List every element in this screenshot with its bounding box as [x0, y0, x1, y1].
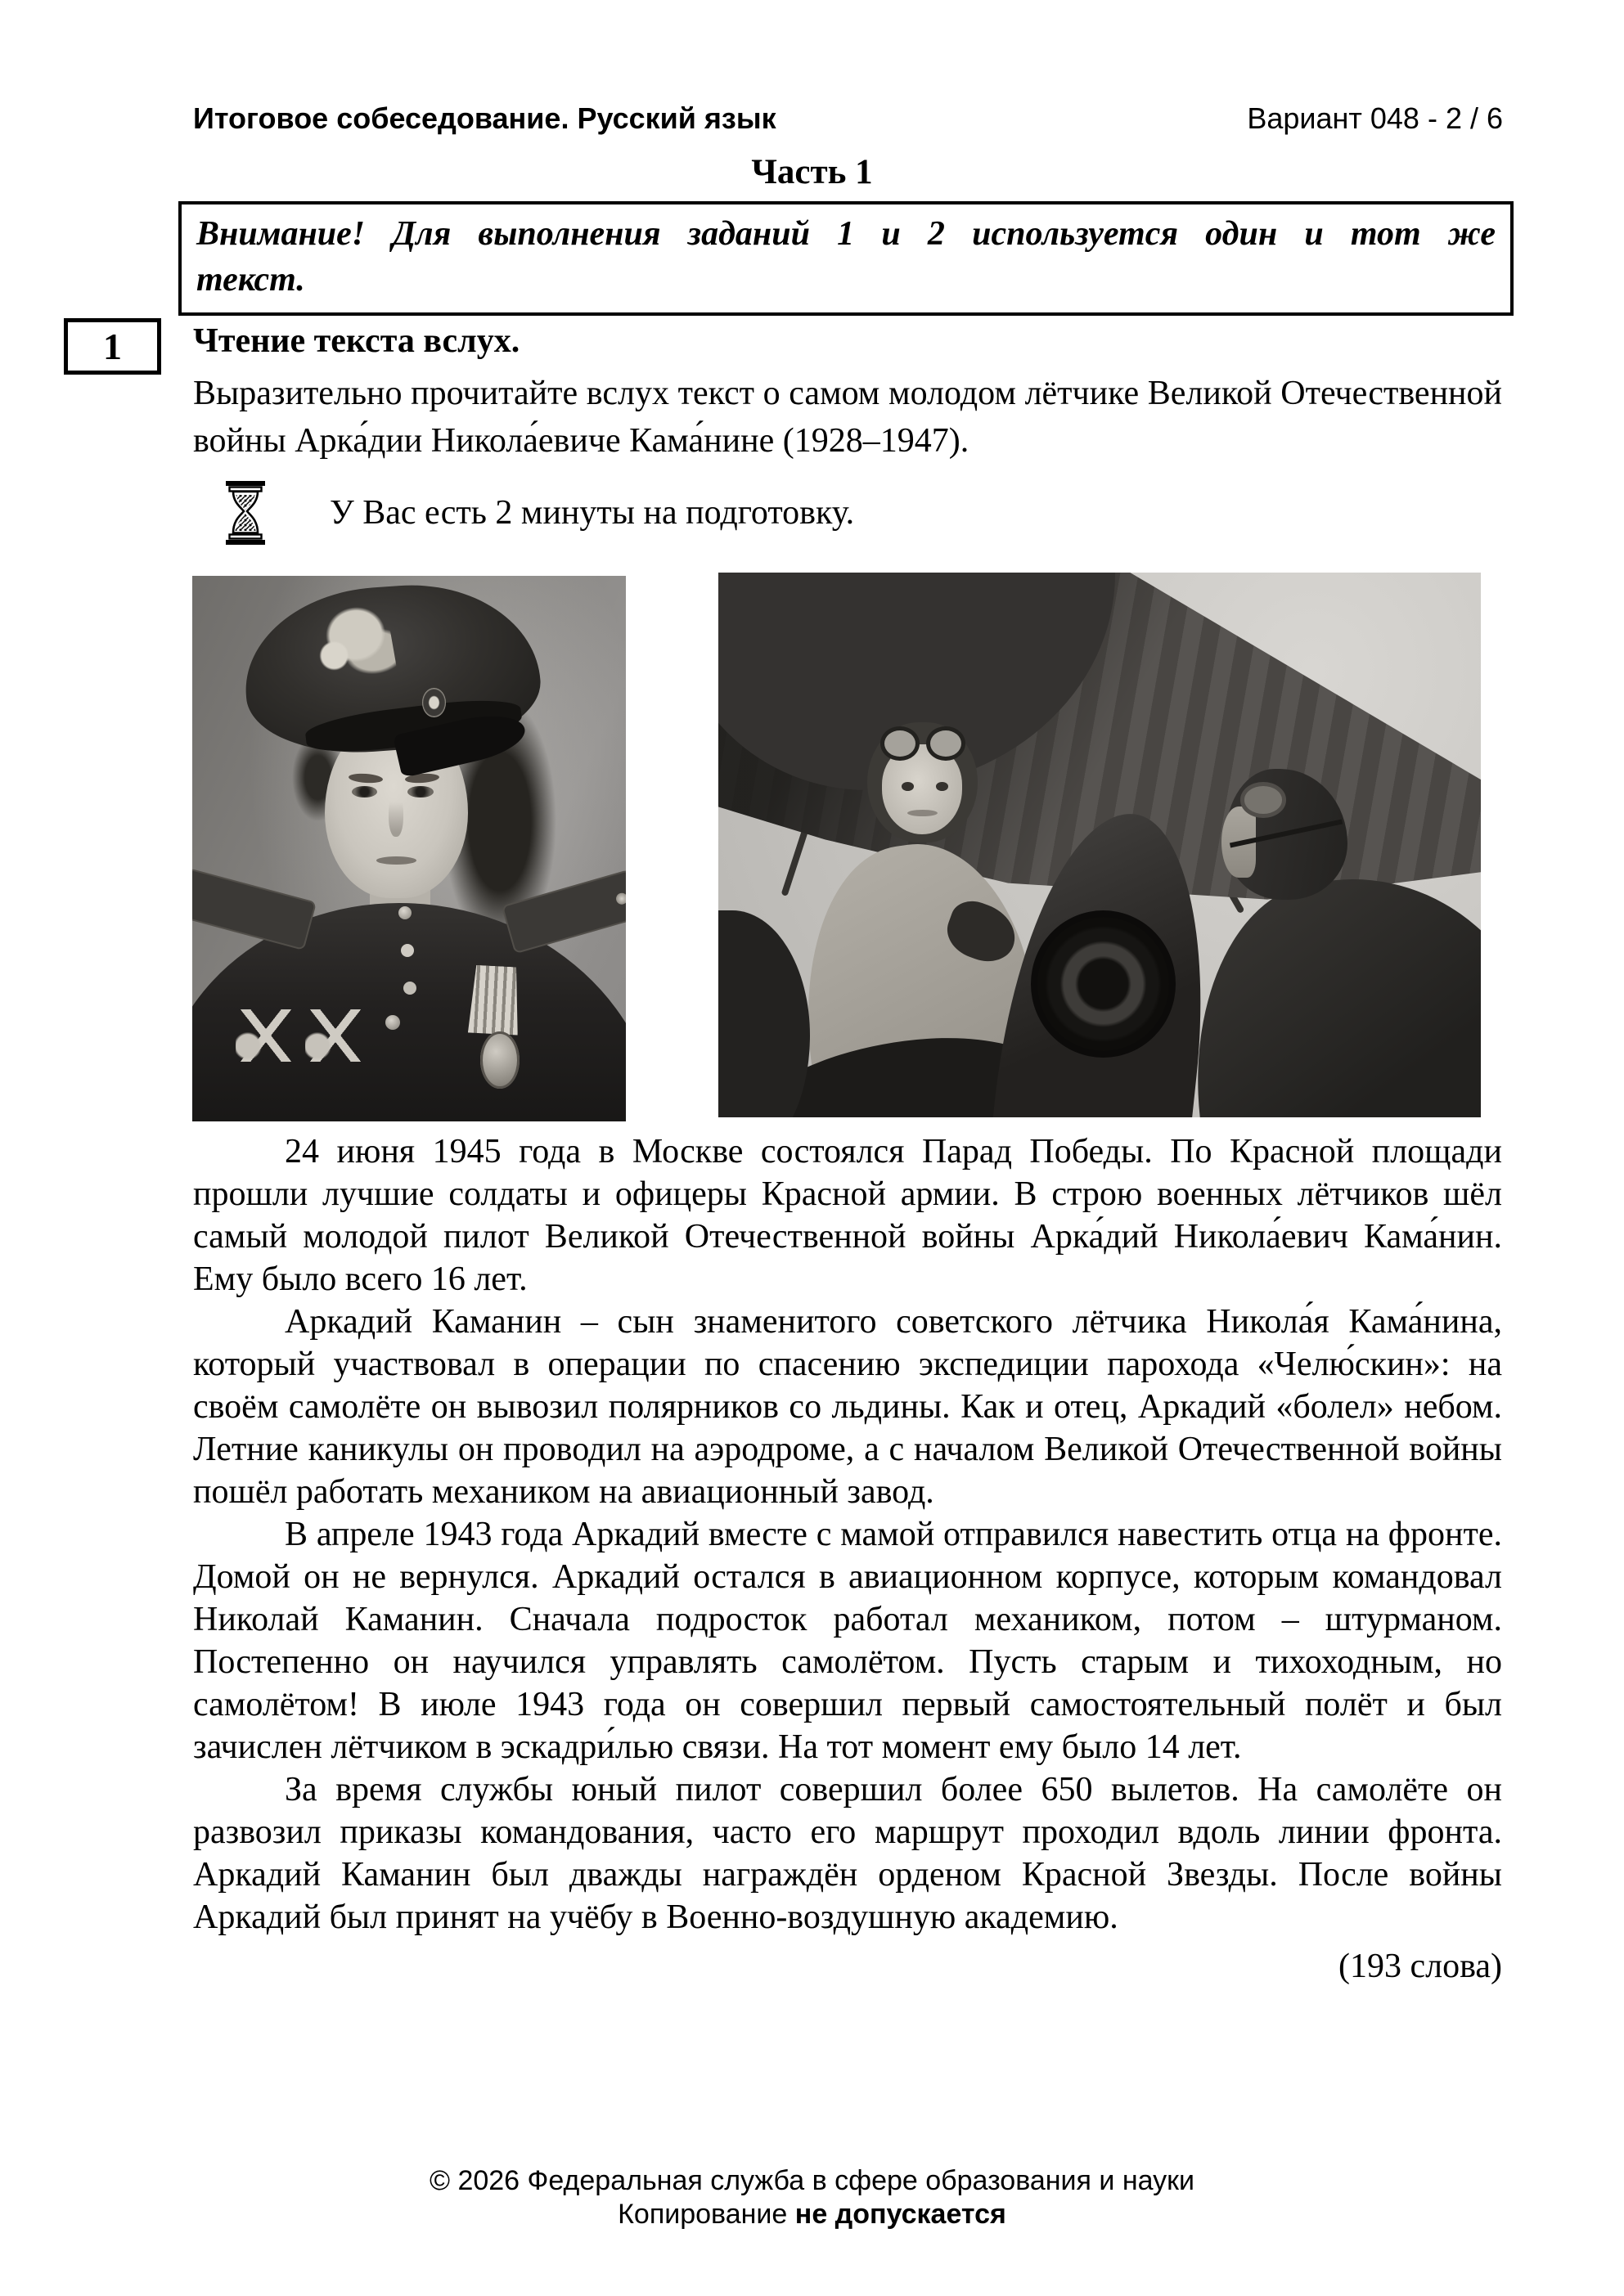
boy-pilot-eye: [936, 782, 948, 791]
hourglass-icon: [226, 481, 265, 545]
task-title: Чтение текста вслух.: [193, 322, 520, 360]
cockpit-wheel: [1031, 910, 1176, 1058]
copy-warning-regular: Копирование: [618, 2199, 788, 2230]
task-number-box: 1: [64, 318, 161, 375]
attention-text-line1: Внимание! Для выполнения заданий 1 и 2 используется один и тот же: [196, 215, 1496, 253]
page-footer: [0, 2164, 1624, 2231]
paragraph-2: Аркадий Каманин – сын знаменитого советского лётчика Никола́я Кама́нина, который участвовал в операции по спасению экспедиции парохода «Челю́скин»: на своём самолёте он вывозил полярников со льдины. Как и отец, Аркадий «болел» небом. Летние каникулы он проводил на аэродроме, а с началом Великой Отечественной войны пошёл работать механиком на авиационный завод.: [193, 1303, 1502, 1511]
copy-warning-bold: не допускается: [794, 2199, 1006, 2230]
boy-pilot-eye: [902, 782, 914, 791]
portrait-brow-left: [349, 772, 384, 784]
portrait-nose-shadow: [389, 793, 403, 837]
portrait-medal-disc: [480, 1031, 520, 1089]
timer-row: [226, 481, 854, 545]
task-body: [193, 321, 1502, 465]
portrait-mouth: [376, 856, 416, 865]
copyright-line: © 2026 Федеральная служба в сфере образования и науки: [429, 2165, 1195, 2196]
exam-title: Итоговое собеседование. Русский язык: [193, 101, 776, 135]
portrait-cap-cockade: [422, 688, 446, 718]
portrait-badge-crossed-left: [236, 1009, 296, 1061]
portrait-collar-buttons: [398, 906, 412, 919]
attention-box: [178, 201, 1514, 316]
pilot-goggle-lens: [1240, 782, 1286, 817]
portrait-epaulette-star: [615, 892, 626, 905]
part-title: Часть 1: [751, 153, 873, 191]
page-header: [193, 101, 1503, 136]
timer-text: У Вас есть 2 минуты на подготовку.: [330, 494, 855, 532]
boy-pilot-goggle-lens: [926, 726, 965, 762]
portrait-photo: [192, 576, 626, 1121]
portrait-eye-right: [407, 786, 433, 798]
paragraph-4: За время службы юный пилот совершил более 650 вылетов. На самолёте он развозил приказы командования, часто его маршрут проходил вдоль линии фронта. Аркадий Каманин был дважды награждён орденом Красной Звезды. После войны Аркадий был принят на учёбу в Военно-воздушную академию.: [193, 1771, 1502, 1936]
task-instruction: Выразительно прочитайте вслух текст о самом молодом лётчике Великой Отечественной войны Арка́дии Никола́евиче Кама́нине (1928–1947).: [193, 375, 1502, 460]
portrait-cap-eagle-emblem: [304, 602, 397, 686]
boy-pilot-goggle-lens: [880, 726, 920, 762]
attention-text-line2: текст.: [196, 261, 305, 299]
copy-warning-line: [0, 2198, 1624, 2231]
word-count: (193 слова): [1338, 1948, 1502, 1985]
portrait-coat-button: [385, 1015, 400, 1030]
reading-text: [193, 1130, 1502, 1988]
portrait-eye-left: [352, 786, 377, 798]
paragraph-1: 24 июня 1945 года в Москве состоялся Парад Победы. По Красной площади прошли лучшие солдаты и офицеры Красной армии. В строю военных лётчиков шёл самый молодой пилот Великой Отечественной войны Арка́дий Никола́евич Кама́нин. Ему было всего 16 лет.: [193, 1133, 1502, 1298]
boy-pilot-mouth: [907, 810, 938, 816]
portrait-medal-ribbon: [468, 964, 521, 1035]
cockpit-photo: [718, 573, 1481, 1117]
variant-label: Вариант 048 - 2 / 6: [1247, 101, 1503, 135]
paragraph-3: В апреле 1943 года Аркадий вместе с мамой отправился навестить отца на фронте. Домой он не вернулся. Аркадий остался в авиационном корпусе, которым командовал Николай Каманин. Сначала подросток работал механиком, потом – штурманом. Постепенно он научился управлять самолётом. Пусть старым и тихоходным, но самолётом! В июле 1943 года он совершил первый самостоятельный полёт и был зачислен лётчиком в эскадри́лью связи. На тот момент ему было 14 лет.: [193, 1516, 1502, 1766]
portrait-badge-crossed-right: [305, 1009, 366, 1061]
